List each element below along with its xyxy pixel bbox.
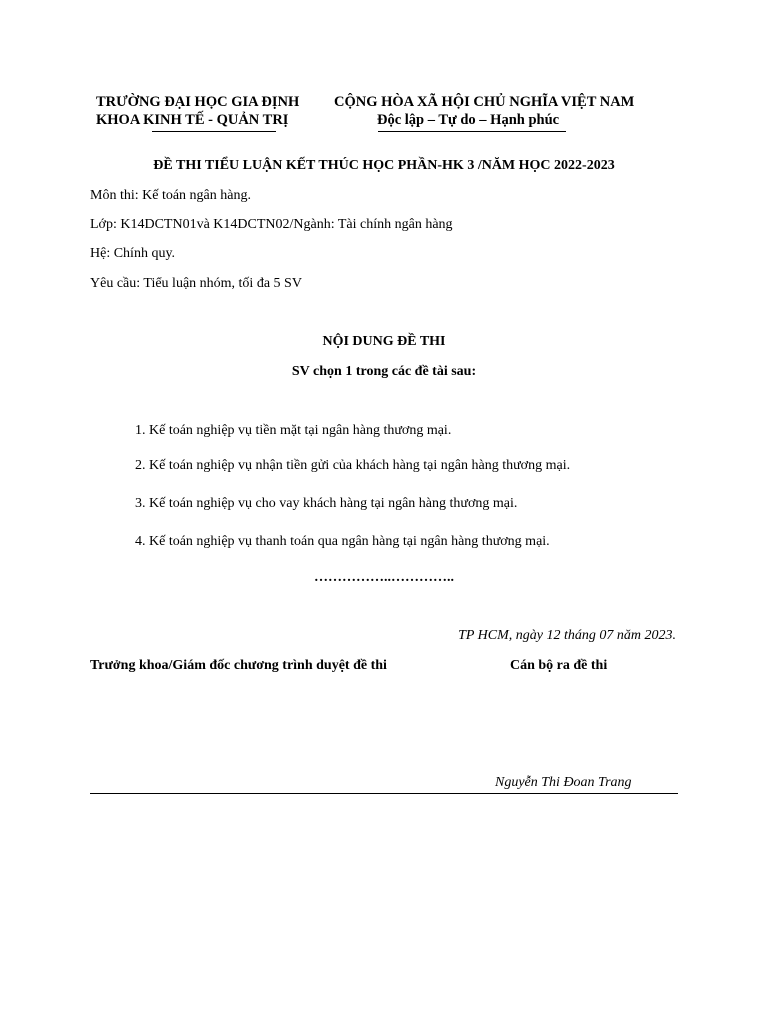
topic-item: 4. Kế toán nghiệp vụ thanh toán qua ngân hàng tại ngân hàng thương mại. [135,534,550,549]
national-motto: Độc lập – Tự do – Hạnh phúc [377,112,560,128]
content-heading: NỘI DUNG ĐỀ THI [322,334,446,349]
topic-item: 1. Kế toán nghiệp vụ tiền mặt tại ngân hàng thương mại. [135,423,452,438]
exam-title: ĐỀ THI TIỂU LUẬN KẾT THÚC HỌC PHẦN-HK 3 /NĂM HỌC 2022-2023 [153,158,615,173]
date-line: TP HCM, ngày 12 tháng 07 năm 2023. [458,628,676,643]
separator-dots: ……………..………….. [314,570,454,585]
requirement-line: Yêu cầu: Tiểu luận nhóm, tối đa 5 SV [90,276,302,291]
motto-underline [378,131,566,132]
author-title: Cán bộ ra đề thi [510,658,608,673]
faculty-underline [152,131,276,132]
national-title: CỘNG HÒA XÃ HỘI CHỦ NGHĨA VIỆT NAM [334,94,635,110]
footer-rule [90,793,678,794]
author-name: Nguyễn Thi Đoan Trang [495,775,632,790]
faculty-name: KHOA KINH TẾ - QUẢN TRỊ [96,112,289,128]
content-subheading: SV chọn 1 trong các đề tài sau: [291,364,477,379]
class-line: Lớp: K14DCTN01và K14DCTN02/Ngành: Tài chính ngân hàng [90,217,453,232]
topic-item: 3. Kế toán nghiệp vụ cho vay khách hàng tại ngân hàng thương mại. [135,496,518,511]
subject-line: Môn thi: Kế toán ngân hàng. [90,188,251,203]
school-name: TRƯỜNG ĐẠI HỌC GIA ĐỊNH [96,94,300,110]
system-line: Hệ: Chính quy. [90,246,176,261]
approver-title: Trưởng khoa/Giám đốc chương trình duyệt đề thi [90,658,387,673]
topic-item: 2. Kế toán nghiệp vụ nhận tiền gửi của khách hàng tại ngân hàng thương mại. [135,458,571,473]
